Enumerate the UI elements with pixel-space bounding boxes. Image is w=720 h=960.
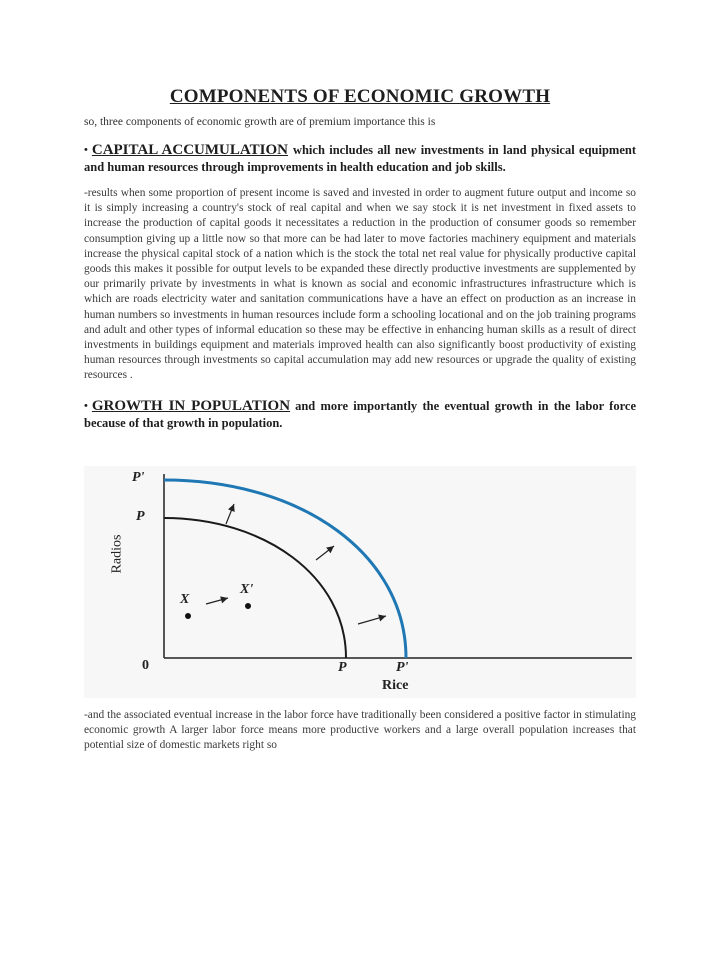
y-outer-label: P' (132, 469, 145, 485)
origin-label: 0 (142, 657, 149, 673)
y-inner-label: P (136, 508, 145, 524)
heading-description: and more importantly the eventual growth in the labor force because of that growth in population. (84, 398, 637, 430)
intro-text: so, three components of economic growth are of premium importance this is (84, 116, 436, 128)
point-x-label: X (180, 591, 190, 607)
page-title: COMPONENTS OF ECONOMIC GROWTH (169, 86, 551, 107)
ppf-diagram (84, 466, 636, 698)
point-shift-arrow (206, 598, 228, 604)
capital-accumulation-paragraph: -results when some proportion of present income is saved and invested in order to augment future output and income so it is simply increasing a country's stock of real capital and when we say stock it is net investment in fixed assets to increase the production of capital goods it necessitates a reduction in the production of consumer goods so remember consumption giving up a little now so that more can be had later to move factories machinery equipment and materials increase the physical capital stock of a nation which is the stock the total net real value for physically productive capital goods this makes it possible for output levels to be expanded these directly productive investments are supplemented by our primarily private by investments in what is known as social and economic infrastructures infrastructure which is which are roads electricity water and sanitation communications have a have an effect on production as an increase in human numbers so investments in human resources include form a schooling locational and on the job training programs and adult and other types of informal education so these may be effective in enhancing human skills as a result of direct investments in buildings equipment and materials improved health can also significantly boost productivity of existing human resources through investments so capital accumulation may add new resources or upgrade the quality of existing resources . (84, 187, 636, 382)
shift-arrow-lower (358, 616, 386, 624)
bullet-icon: • (84, 399, 88, 412)
x-inner-label: P (338, 659, 347, 675)
point-x-prime (245, 603, 251, 609)
outer-ppf-curve (164, 480, 406, 658)
y-axis-label: Radios (109, 534, 125, 574)
heading-keyword: CAPITAL ACCUMULATION (91, 142, 288, 158)
heading-description: which includes all new investments in land physical equipment and human resources through improvements in health education and job skills. (84, 143, 636, 174)
heading-keyword: GROWTH IN POPULATION (91, 397, 291, 414)
shift-arrow-top (226, 504, 234, 524)
section-heading-growth-in-population (84, 398, 636, 432)
shift-arrow-middle (316, 546, 334, 560)
document-page (84, 86, 636, 763)
point-x (185, 613, 191, 619)
x-axis-label: Rice (382, 677, 409, 693)
production-possibility-figure (84, 466, 636, 698)
bullet-icon: • (84, 144, 88, 156)
x-outer-label: P' (396, 659, 409, 675)
point-x-prime-label: X' (240, 581, 254, 597)
population-paragraph: -and the associated eventual increase in the labor force have traditionally been considered a positive factor in stimulating economic growth A larger labor force means more productive workers and a large overall population increases that potential size of domestic markets right so (84, 708, 636, 752)
inner-ppf-curve (164, 518, 346, 658)
section-heading-capital-accumulation (84, 142, 636, 176)
